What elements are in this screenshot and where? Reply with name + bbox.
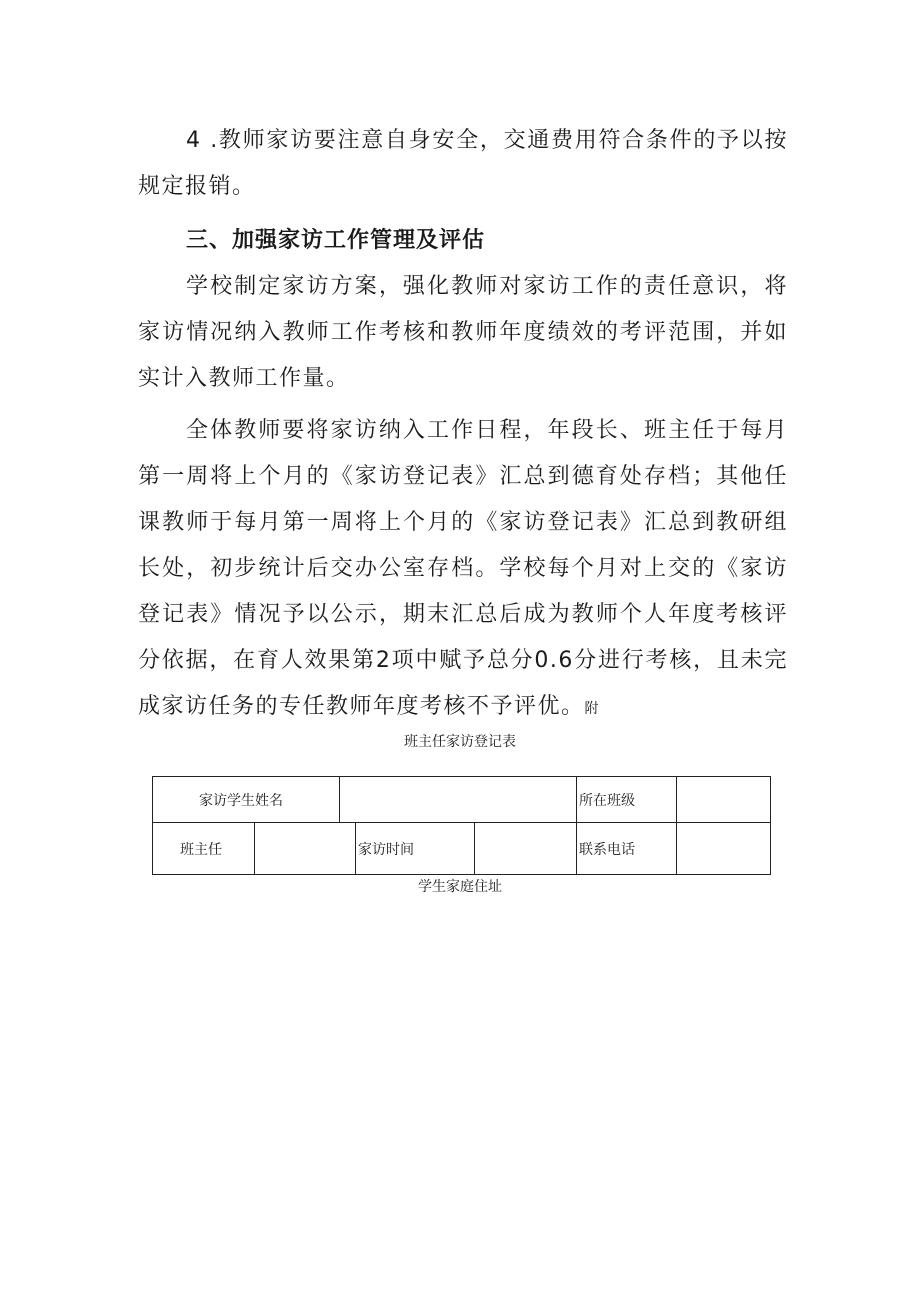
visit-time-label: 家访时间 [358,841,414,858]
section-heading: 三、加强家访工作管理及评估 [186,228,486,253]
paragraph-registration-text: 全体教师要将家访纳入工作日程，年段长、班主任于每月第一周将上个月的《家访登记表》汇总到德育处存档；其他任课教师于每月第一周将上个月的《家访登记表》汇总到教研组长处，初步统计后交办公室存档。学校每个月对上交的《家访登记表》情况予以公示，期末汇总后成为教师个人年度考核评分依据，在育人效果第2项中赋予总分0.6分进行考核，且未完成家访任务的专任教师年度考核不予评优。 [138,418,788,719]
teacher-input-cell[interactable] [255,823,355,874]
student-name-label-cell [153,777,339,822]
teacher-label-cell [153,823,254,874]
paragraph-management-plan: 学校制定家访方案，强化教师对家访工作的责任意识，将家访情况纳入教师工作考核和教师年度绩效的考评范围，并如实计入教师工作量。 [138,274,788,391]
appendix-mark: 附 [584,701,599,717]
visit-time-input-cell[interactable] [475,823,576,874]
form-title: 班主任家访登记表 [404,734,516,750]
student-name-label: 家访学生姓名 [199,792,283,809]
visit-time-label-cell [356,823,474,874]
paragraph-registration-rules [138,408,788,732]
teacher-label: 班主任 [180,841,222,858]
address-label: 学生家庭住址 [418,879,502,895]
phone-label: 联系电话 [579,841,635,858]
class-input-cell[interactable] [677,777,770,822]
paragraph-travel-safety: 4 .教师家访要注意自身安全，交通费用符合条件的予以按规定报销。 [138,128,788,199]
student-name-input-cell[interactable] [340,777,576,822]
class-label-cell [577,777,676,822]
phone-input-cell[interactable] [677,823,770,874]
home-visit-registration-form [152,776,771,875]
phone-label-cell [577,823,676,874]
class-label: 所在班级 [579,792,635,809]
